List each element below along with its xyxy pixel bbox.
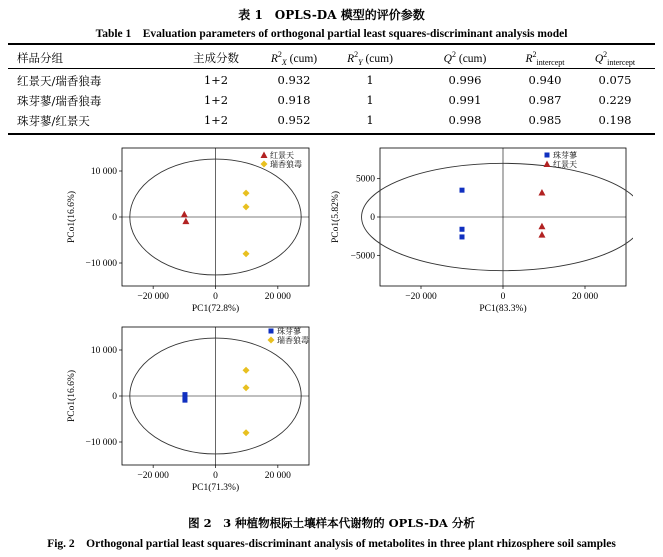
- header-q2: $Q^2$ (cum): [443, 50, 487, 65]
- x-tick-label: −20 000: [405, 292, 437, 302]
- data-point: [460, 188, 465, 193]
- y-tick-label: 10 000: [90, 167, 117, 177]
- y-tick-label: −10 000: [85, 259, 117, 269]
- header-r2-intercept: $R^2_{intercept}$: [525, 50, 565, 68]
- opls-da-plot-3: [64, 322, 314, 497]
- data-point: [243, 429, 250, 436]
- cell-components: 1+2: [203, 73, 229, 87]
- data-point: [182, 398, 187, 403]
- table-top-rule: [8, 43, 655, 45]
- cell-components: 1+2: [203, 113, 229, 127]
- cell-r2x: 0.932: [277, 73, 311, 87]
- cell-group: 珠芽蓼/红景天: [17, 114, 90, 128]
- data-point: [243, 367, 250, 374]
- y-tick-label: −5000: [350, 251, 375, 262]
- data-point: [538, 223, 545, 230]
- legend-label: 珠芽蓼: [277, 327, 301, 336]
- data-point: [243, 250, 250, 257]
- cell-q2: 0.998: [448, 113, 482, 127]
- legend-marker: [545, 153, 550, 158]
- cell-r2y: 1: [366, 113, 374, 127]
- y-axis-label: PCo1(16.6%): [67, 370, 77, 422]
- cell-r2x: 0.952: [277, 113, 311, 127]
- legend-label: 珠芽蓼: [553, 151, 577, 160]
- x-tick-label: −20 000: [137, 292, 169, 302]
- figure-caption-cn: 图 2 3 种植物根际土壤样本代谢物的 OPLS-DA 分析: [188, 516, 475, 530]
- cell-q2: 0.991: [448, 93, 482, 107]
- cell-q2-intercept: 0.075: [598, 73, 632, 87]
- y-tick-label: 0: [370, 213, 375, 223]
- table-mid-rule: [8, 68, 655, 69]
- cell-q2-intercept: 0.198: [598, 113, 632, 127]
- table-header-row: [0, 50, 663, 68]
- cell-r2-intercept: 0.987: [528, 93, 562, 107]
- opls-da-plot-1: [64, 143, 314, 318]
- header-group: 样品分组: [17, 53, 63, 65]
- table-bottom-rule: [8, 133, 655, 135]
- header-q2-intercept: $Q^2_{intercept}$: [594, 50, 636, 68]
- legend-marker: [269, 329, 274, 334]
- legend-marker: [261, 161, 268, 168]
- data-point: [181, 211, 188, 218]
- legend-marker: [544, 161, 551, 168]
- cell-q2-intercept: 0.229: [598, 93, 632, 107]
- cell-q2: 0.996: [448, 73, 482, 87]
- y-tick-label: 5000: [356, 174, 375, 185]
- cell-r2-intercept: 0.985: [528, 113, 562, 127]
- cell-group: 红景天/瑞香狼毒: [17, 74, 102, 88]
- data-point: [460, 227, 465, 232]
- data-point: [243, 384, 250, 391]
- data-point: [182, 218, 189, 225]
- table-row: [0, 113, 663, 131]
- cell-r2y: 1: [366, 93, 374, 107]
- table-title-en: Table 1 Evaluation parameters of orthogonal partial least squares-discriminant analysis model: [95, 28, 568, 40]
- data-point: [538, 189, 545, 196]
- legend-label: 瑞香狼毒: [270, 160, 302, 169]
- legend-label: 瑞香狼毒: [277, 336, 309, 345]
- y-axis-label: PCo1(5.82%): [331, 191, 341, 243]
- legend-label: 红景天: [270, 151, 294, 160]
- y-tick-label: 0: [112, 213, 117, 223]
- y-tick-label: 0: [112, 392, 117, 402]
- data-point: [538, 231, 545, 238]
- y-axis-label: PCo1(16.6%): [67, 191, 77, 243]
- x-axis-label: PC1(83.3%): [479, 304, 527, 314]
- cell-components: 1+2: [203, 93, 229, 107]
- cell-r2x: 0.918: [277, 93, 311, 107]
- figure-caption-en: Fig. 2 Orthogonal partial least squares-discriminant analysis of metabolites in three plant rhizosphere soil samples: [47, 538, 616, 550]
- x-tick-label: 0: [213, 292, 218, 302]
- opls-da-plot-2: [328, 143, 633, 318]
- legend-marker: [268, 337, 275, 344]
- header-r2y: $R^2_Y$ (cum): [347, 50, 393, 68]
- legend-label: 红景天: [553, 160, 577, 169]
- legend-marker: [261, 152, 268, 159]
- table-row: [0, 93, 663, 111]
- x-axis-label: PC1(72.8%): [191, 304, 240, 314]
- x-tick-label: −20 000: [137, 471, 169, 481]
- cell-group: 珠芽蓼/瑞香狼毒: [17, 94, 102, 108]
- y-tick-label: 10 000: [90, 346, 117, 356]
- table-row: [0, 73, 663, 91]
- cell-r2-intercept: 0.940: [528, 73, 562, 87]
- data-point: [460, 234, 465, 239]
- data-point: [243, 203, 250, 210]
- x-tick-label: 20 000: [571, 292, 599, 302]
- x-tick-label: 20 000: [264, 292, 291, 302]
- y-tick-label: −10 000: [85, 438, 117, 448]
- cell-r2y: 1: [366, 73, 374, 87]
- data-point: [243, 190, 250, 197]
- x-tick-label: 20 000: [264, 471, 291, 481]
- table-title-cn: 表 1 OPLS-DA 模型的评价参数: [238, 8, 425, 22]
- header-r2x: $R^2_X$ (cum): [270, 50, 318, 68]
- x-tick-label: 0: [213, 471, 218, 481]
- header-components: 主成分数: [193, 53, 239, 65]
- x-axis-label: PC1(71.3%): [191, 483, 240, 493]
- x-tick-label: 0: [500, 292, 506, 302]
